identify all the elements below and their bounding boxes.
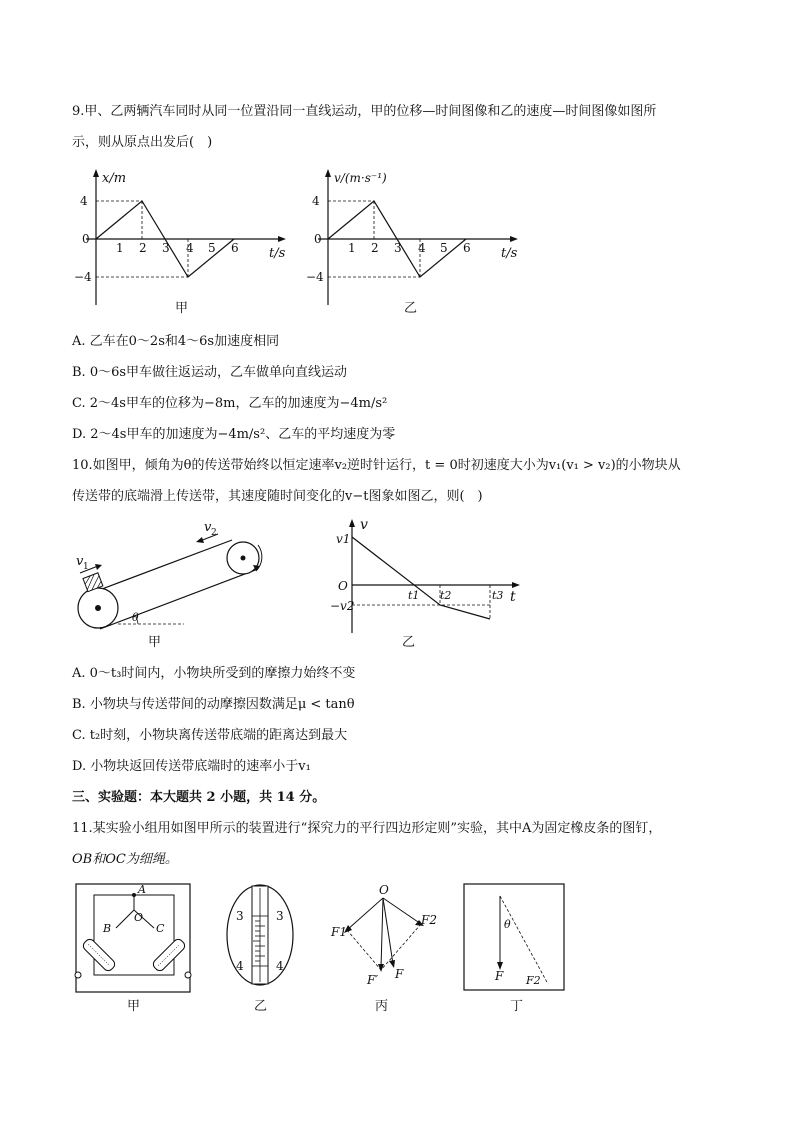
q11-figure-ding [460,880,570,1015]
y-axis-label: v/(m·s⁻¹) [334,171,387,185]
y-axis-arrow [325,169,331,177]
x-axis-arrow [278,236,286,242]
y-axis-arrow [349,519,355,527]
q10-option-c: C. t₂时刻，小物块离传送带底端的距离达到最大 [72,728,348,743]
xtick-1: 1 [348,241,356,255]
q10-stem-line2: 传送带的底端滑上传送带，其速度随时间变化的v−t图象如图乙，则( ) [72,489,483,504]
v2-label: v [204,520,212,535]
vt-curve [352,537,490,619]
q11-figure-scale [222,880,302,1015]
v1-label: v1 [336,532,351,546]
label-fprime: F′ [367,973,379,987]
t-axis-label: t [510,589,516,605]
neg-v2-label: −v2 [330,599,355,613]
q11-stem-line1: 11.某实验小组用如图甲所示的装置进行“探究力的平行四边形定则”实验，其中A为固定橡皮条的图钉， [72,821,662,836]
bottom-pulley-axle [95,605,101,611]
v1-arrowhead [95,564,102,570]
q9-stem-line2: 示，则从原点出发后( ) [72,135,213,150]
v1-label: v [76,554,84,569]
q9-option-b: B. 0～6s甲车做往返运动，乙车做单向直线运动 [72,365,348,380]
q9-option-d: D. 2～4s甲车的加速度为−4m/s²、乙车的平均速度为零 [72,427,396,442]
label-b: B [103,922,112,935]
xtick-2: 2 [139,241,147,255]
label-o: O [379,883,389,897]
fprime-arrow [381,898,383,968]
top-pulley-axle [241,556,246,561]
hook-left [75,972,81,978]
f2-arrow [383,898,421,924]
xtick-1: 1 [116,241,124,255]
fprime-arrowhead [378,964,384,972]
xtick-4: 4 [186,241,194,255]
xtick-5: 5 [440,241,448,255]
label-c: C [156,922,165,935]
q10-option-d: D. 小物块返回传送带底端时的速率小于v₁ [72,759,311,774]
scale-right-3: 3 [276,909,284,923]
q10-option-a: A. 0～t₃时间内，小物块所受到的摩擦力始终不变 [72,666,356,681]
xtick-3: 3 [162,241,170,255]
hook-right [185,972,191,978]
t3-label: t3 [492,589,504,602]
q11-figure-parallelogram [325,880,445,1015]
f1-arrow [347,898,383,930]
caption-yi: 乙 [254,999,268,1014]
ytick-0: 0 [314,232,322,246]
v2-sub: 2 [211,528,217,538]
theta-label: θ [132,611,139,624]
label-f1: F1 [331,925,347,939]
caption-yi: 乙 [404,301,418,316]
ding-frame [464,884,564,990]
label-f: F [395,967,404,981]
q9-stem-line1: 9.甲、乙两辆汽车同时从同一位置沿同一直线运动，甲的位移—时间图像和乙的速度—时间图像如图所 [72,104,657,119]
q10-figure-vt [330,515,530,655]
label-f2: F2 [421,913,437,927]
xtick-4: 4 [418,241,426,255]
x-axis-label: t/s [501,246,518,261]
scale-left-3: 3 [236,909,244,923]
scale-left-4: 4 [236,959,244,973]
xtick-2: 2 [371,241,379,255]
caption-bing: 丙 [375,999,389,1014]
section-3-heading: 三、实验题：本大题共 2 小题，共 14 分。 [72,790,326,805]
q10-figure-belt [72,515,282,655]
origin-label: O [338,579,348,593]
scale-right-4: 4 [276,959,284,973]
t1-label: t1 [408,589,420,602]
label-o: O [134,911,144,924]
q10-stem-line1: 10.如图甲，倾角为θ的传送带始终以恒定速率v₂逆时针运行，t = 0时初速度大小为v₁(v₁ > v₂)的小物块从 [72,458,681,473]
t-axis-arrow [512,582,520,588]
y-axis-arrow [93,169,99,177]
dashed-f2-side [381,924,421,970]
board-outer [76,884,190,992]
ytick-4: 4 [80,194,88,208]
xtick-6: 6 [231,241,239,255]
x-axis-label: t/s [269,246,286,261]
caption-yi: 乙 [402,635,416,650]
v2-arrowhead [196,537,204,543]
q11-stem-line2: OB和OC为细绳。 [72,852,178,867]
ytick-0: 0 [82,232,90,246]
q9-option-a: A. 乙车在0～2s和4～6s加速度相同 [72,334,280,349]
xtick-6: 6 [463,241,471,255]
caption-ding: 丁 [510,999,524,1014]
xtick-3: 3 [394,241,402,255]
dashed-f1-side [347,930,381,970]
label-a: A [138,883,146,896]
label-f: F [495,969,504,983]
ytick-neg4: −4 [306,270,324,284]
y-axis-label: x/m [102,171,127,186]
t2-label: t2 [440,589,452,602]
q10-option-b: B. 小物块与传送带间的动摩擦因数满足μ < tanθ [72,697,355,712]
q9-option-c: C. 2～4s甲车的位移为−8m，乙车的加速度为−4m/s² [72,396,388,411]
caption-jia: 甲 [175,301,189,316]
q11-figure-apparatus [72,880,197,1015]
caption-jia: 甲 [127,999,141,1014]
xtick-5: 5 [208,241,216,255]
caption-jia: 甲 [148,635,162,650]
theta-label: θ [504,918,511,931]
f-arrow [383,898,393,964]
v-axis-label: v [360,517,368,533]
v1-sub: 1 [83,562,89,572]
q9-graph-yi [300,165,530,325]
q9-graph-jia [72,165,292,325]
ytick-neg4: −4 [74,270,92,284]
label-f2: F2 [526,974,541,987]
belt-lower-edge [100,569,258,629]
pin-a [132,893,136,897]
ytick-4: 4 [312,194,320,208]
x-axis-arrow [510,236,518,242]
